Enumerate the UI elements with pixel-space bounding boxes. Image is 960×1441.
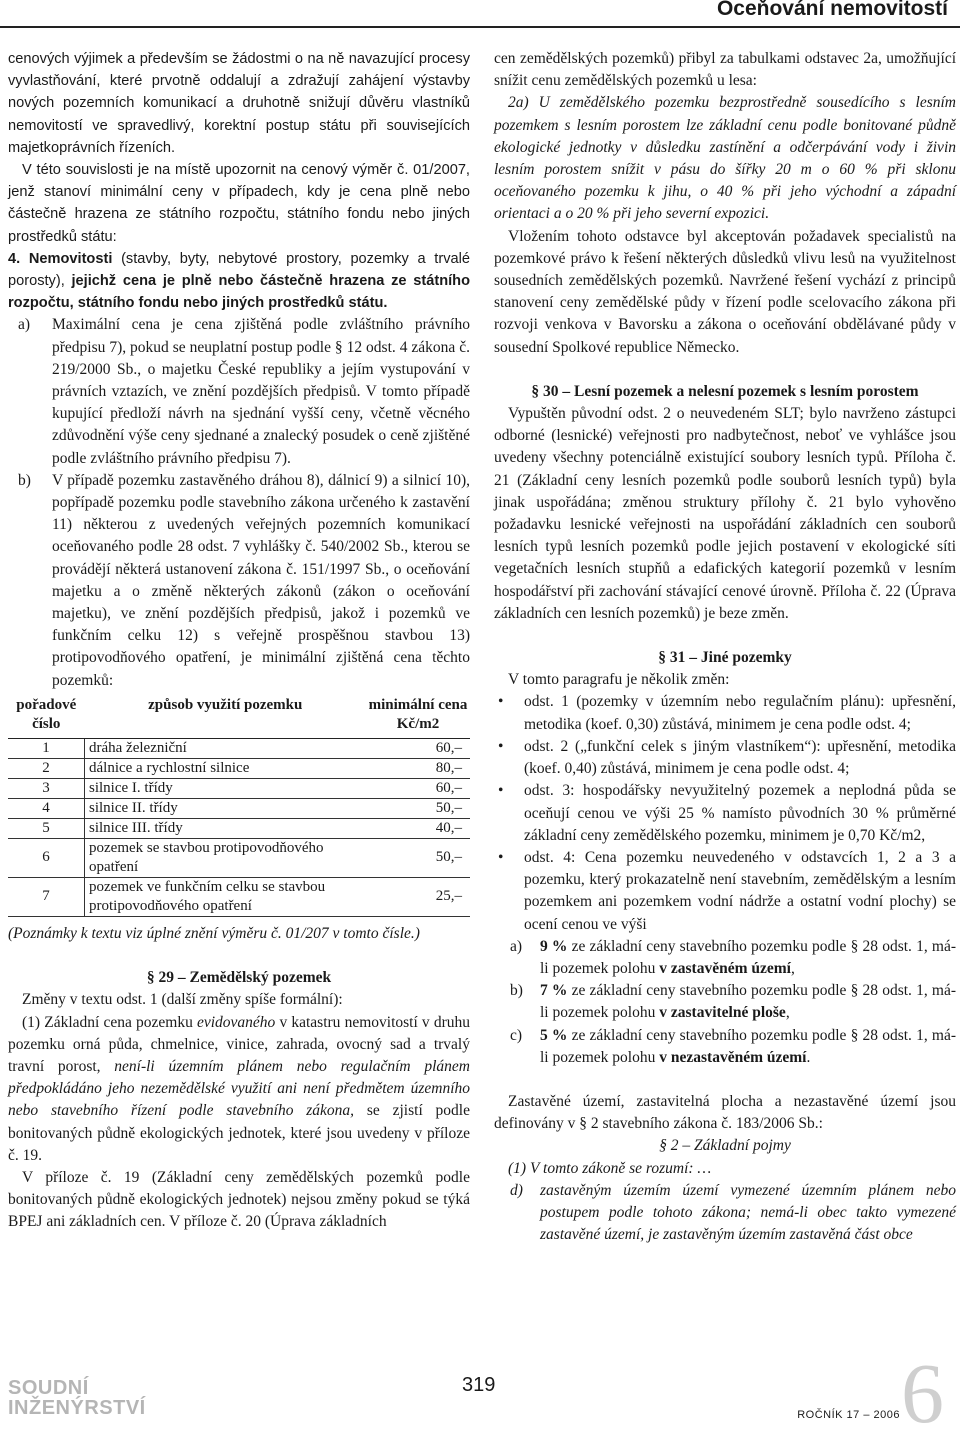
page-footer [0, 1345, 960, 1441]
sub-list-bold: v nezastavěném území [659, 1048, 807, 1066]
row-use: dráha železniční [85, 738, 367, 758]
definition-marker-d: d) [510, 1181, 523, 1199]
page-number: 319 [462, 1374, 496, 1396]
table-body [8, 738, 470, 916]
sub-list-item [494, 1025, 956, 1069]
table-header-use: způsob využití pozemku [85, 694, 367, 739]
row-number: 5 [8, 818, 85, 838]
issue-number: 6 [901, 1345, 944, 1441]
right-column [494, 48, 956, 1246]
table-row [8, 877, 470, 916]
row-use: silnice II. třídy [85, 798, 367, 818]
item-4-text: (stavby, byty, nebytové prostory, pozemky a trvalé porosty), [8, 250, 470, 290]
sub-list-percent: 5 % [540, 1026, 568, 1044]
logo-line-2: INŽENÝRSTVÍ [8, 1397, 146, 1419]
row-number: 1 [8, 738, 85, 758]
row-use: silnice I. třídy [85, 778, 367, 798]
right-paragraph-5: (1) V tomto zákoně se rozumí: … [508, 1159, 712, 1177]
list-item-b [8, 470, 470, 692]
header-rule [0, 26, 960, 28]
issue-label: ROČNÍK 17 – 2006 [797, 1409, 900, 1421]
section-29-text-c: v katastru nemovitostí v druhu pozemku orná půda, chmelnice, vinice, zahrada, ovocný sad a trvalý travní porost, [8, 1013, 470, 1075]
sub-list-percent: 9 % [540, 937, 568, 955]
row-price: 50,– [366, 838, 470, 877]
row-number: 6 [8, 838, 85, 877]
section-29-text-b: evidovaného [196, 1013, 276, 1031]
sub-list-marker: a) [510, 937, 523, 955]
row-number: 4 [8, 798, 85, 818]
definition-text-d: zastavěným územím území vymezené územním plánem nebo postupem podle tohoto zákona; nemá-li obec takto vymezené zastavěné území, je zastavěným územím zastavěná část obce [540, 1181, 956, 1244]
row-use: pozemek ve funkčním celku se stavbou protipovodňového opatření [85, 877, 367, 916]
right-paragraph-2a: 2a) U zemědělského pozemku bezprostředně sousedícího s lesním pozemkem s lesním porostem lze základní cenu podle bonitované půdně ekologické jednotky v důsledku zastínění a odčerpávání vody i živin lesním porostem snížit v pásu do šířky 20 m o 60 % při sklonu oceňovaného pozemku k jihu, o 40 % při jeho východní a západní orientaci a o 20 % při jeho severní expozici. [494, 94, 956, 223]
table-header-price: minimální cena Kč/m2 [366, 694, 470, 739]
item-4-title: Nemovitosti [28, 250, 113, 267]
section-29-heading: § 29 – Zemědělský pozemek [146, 969, 332, 987]
bullet-icon: • [498, 782, 504, 800]
table-row [8, 738, 470, 758]
list-marker-b: b) [18, 471, 31, 489]
definition-item-d [494, 1180, 956, 1247]
section-29-text-d: není-li územním plánem nebo regulačním plánem předpokládáno jeho nezemědělské využití ani není předmětem územního nebo stavebního řízení podle stavebního zákona, [8, 1057, 470, 1120]
sub-list-end: . [806, 1048, 811, 1066]
section-30-heading: § 30 – Lesní pozemek a nelesní pozemek s lesním porostem [531, 382, 919, 400]
bullet-item [494, 780, 956, 847]
row-number: 2 [8, 758, 85, 778]
table-row [8, 758, 470, 778]
sub-list [494, 936, 956, 1069]
sub-list-marker: c) [510, 1026, 523, 1044]
sub-list-end: , [785, 1004, 790, 1022]
table-row [8, 818, 470, 838]
section-29-paragraph-1 [8, 1012, 470, 1167]
bullet-text: odst. 2 („funkční celek s jiným vlastníkem“): upřesnění, metodika (koef. 0,40) zůstává, minimem je cena podle odst. 4; [524, 737, 956, 778]
left-paragraph-1: cenových výjimek a především se žádostmi o na ně navazující procesy vyvlastňování, které prvotně oddalují a zdražují zahájení výstavby nových pozemních komunikací a druhotně snižují důvěru vlastníků nemovitostí ve spravedlivý, korektní postup státu při souvisejících majetkoprávních řízeních. [8, 51, 470, 156]
row-use: pozemek se stavbou protipovodňového opatření [85, 838, 367, 877]
table-header-number: pořadové číslo [8, 694, 85, 739]
table-row [8, 798, 470, 818]
section-29-text-e: se zjistí podle bonitovaných půdně ekologických jednotek, které jsou uvedeny v příloze č. 19. [8, 1102, 470, 1164]
sub-list-bold: v zastavitelné ploše [659, 1004, 786, 1022]
item-4-paragraph [8, 248, 470, 315]
row-number: 7 [8, 877, 85, 916]
right-paragraph-4: Zastavěné území, zastavitelná plocha a nezastavěné území jsou definovány v § 2 stavebního zákona č. 183/2006 Sb.: [494, 1092, 956, 1133]
logo-line-1: SOUDNÍ [8, 1377, 89, 1399]
minimum-price-table [8, 694, 470, 917]
sub-list-text: ze základní ceny stavebního pozemku podle § 28 odst. 1, má-li pozemek polohu [540, 982, 956, 1022]
bullet-text: odst. 4: Cena pozemku neuvedeného v odstavcích 1, 2 a 3 a pozemku, který prokazatelně není stavebním, zemědělským a lesním pozemkem ani pozemkem vodní nádrže a ostatní vodní plochy) se ocení cenou ve výši [524, 848, 956, 933]
bullet-icon: • [498, 693, 504, 711]
page-header [0, 0, 960, 24]
table-header-row [8, 694, 470, 739]
list-text-a: Maximální cena je cena zjištěná podle zvláštního právního předpisu 7), pokud se neuplatní postup podle § 12 odst. 4 zákona č. 219/2000 Sb., o majetku České republiky a jejím vystupování v právních vztazích, ve znění pozdějších předpisů. V tomto případě kupující předloží návrh na sjednání vyšší ceny, včetně věcného zdůvodnění výše ceny sjednané a znalecký posudek o ceně zjištěné podle zvláštního právního předpisu 7). [52, 316, 470, 467]
section-31-intro: V tomto paragrafu je několik změn: [508, 671, 730, 689]
row-number: 3 [8, 778, 85, 798]
row-use: dálnice a rychlostní silnice [85, 758, 367, 778]
sub-list-end: , [790, 959, 795, 977]
bullet-icon: • [498, 848, 504, 866]
list-item-a [8, 314, 470, 469]
row-use: silnice III. třídy [85, 818, 367, 838]
right-paragraph-3: Vložením tohoto odstavce byl akceptován požadavek specialistů na pozemkové právo k řešení některých důsledků vlivu lesů na využitelnost sousedních zemědělských pozemků. Navržené řešení vychází z principů stanovení ceny zemědělské půdy v řízení podle scelovacího zákona při rozvoji venkova v Bavorsku a zákona o oceňování obdělávané půdy v sousední Spolkové republice Německo. [494, 227, 956, 356]
section-30-paragraph: Vypuštěn původní odst. 2 o neuvedeném SLT; bylo navrženo zástupci odborné (lesnické) veřejnosti pro nadbytečnost, neboť ve vyhlášce jsou uvedeny všechny potenciálně existující soubory lesních typů. Příloha č. 21 (Základní ceny lesních pozemků podle souborů lesních typů) byla jinak uspořádána; změnou struktury přílohy č. 21 bylo vyhověno požadavku lesnické veřejnosti na uspořádání základních cen souborů lesních typů lesních pozemků podle jejich postavení v ekologické síti vegetačních lesních stupňů a edafických kategorií pozemků v lesním hospodářství při zachování stávající cenové úrovně. Příloha č. 22 (Úprava základních cen lesních pozemků) je beze změn. [494, 405, 956, 622]
row-price: 60,– [366, 738, 470, 758]
table-row [8, 778, 470, 798]
sub-list-text: ze základní ceny stavebního pozemku podle § 28 odst. 1, má-li pozemek polohu [540, 937, 956, 977]
running-title: Oceňování nemovitostí [716, 0, 948, 20]
item-4-bold-text: jejichž cena je plně nebo částečně hrazena ze státního rozpočtu, státního fondu nebo jiných prostředků státu. [8, 273, 470, 312]
sub-list-percent: 7 % [540, 982, 568, 1000]
journal-logo [8, 1378, 146, 1418]
sub-list-marker: b) [510, 982, 523, 1000]
section-31-heading: § 31 – Jiné pozemky [658, 649, 792, 667]
bullet-icon: • [498, 737, 504, 755]
row-price: 50,– [366, 798, 470, 818]
row-price: 25,– [366, 877, 470, 916]
item-4-number: 4. [8, 250, 21, 267]
sub-list-item [494, 936, 956, 980]
section-2-heading: § 2 – Základní pojmy [659, 1137, 791, 1155]
bullet-list [494, 691, 956, 935]
bullet-text: odst. 3: hospodářsky nevyužitelný pozemek a neplodná půda se oceňují cenou ve výši 25 % namísto původních 30 % průměrné základní ceny zemědělského pozemku, minimem je 0,70 Kč/m2, [524, 782, 956, 844]
row-price: 40,– [366, 818, 470, 838]
section-29-intro: Změny v textu odst. 1 (další změny spíše formální): [22, 991, 343, 1009]
bullet-item [494, 847, 956, 936]
sub-list-text: ze základní ceny stavebního pozemku podle § 28 odst. 1, má-li pozemek polohu [540, 1026, 956, 1066]
left-paragraph-2: V této souvislosti je na místě upozornit na cenový výměr č. 01/2007, jenž stanoví minimální ceny v případech, kdy je cena plně nebo částečně hrazena ze státního rozpočtu, státního fondu nebo jiných prostředků státu: [8, 162, 470, 245]
sub-list-bold: v zastavěném území [659, 959, 791, 977]
table-row [8, 838, 470, 877]
bullet-item [494, 691, 956, 735]
list-text-b: V případě pozemku zastavěného dráhou 8), dálnicí 9) a silnicí 10), popřípadě pozemku podle stavebního zákona určeného k zastavění 11) některou z uvedených veřejných pozemních komunikací oceňovaného podle 28 odst. 7 vyhlášky č. 540/2002 Sb., kterou se provádějí některá ustanovení zákona č. 151/1997 Sb., o oceňování majetku a o změně některých zákonů (zákon o oceňování majetku), ve znění pozdějších předpisů, jakož i pozemků ve funkčním celku 12) s veřejně prospěšnou stavbou 13) protipovodňového opatření, je minimální zjištěná cena těchto pozemků: [52, 471, 470, 689]
bullet-item [494, 736, 956, 780]
bullet-text: odst. 1 (pozemky v územním nebo regulačním plánu): upřesnění, metodika (koef. 0,30) zůstává, minimem je cena podle odst. 4; [524, 693, 956, 733]
left-column [8, 48, 470, 1234]
list-marker-a: a) [18, 316, 31, 334]
section-29-paragraph-2: V příloze č. 19 (Základní ceny zemědělských pozemků podle bonitovaných půdně ekologických jednotek) nejsou změny pokud se týká BPEJ ani základních cen. V příloze č. 20 (Úprava základních [8, 1168, 470, 1231]
table-note: (Poznámky k textu viz úplné znění výměru č. 01/207 v tomto čísle.) [8, 924, 420, 942]
row-price: 80,– [366, 758, 470, 778]
sub-list-item [494, 980, 956, 1024]
row-price: 60,– [366, 778, 470, 798]
section-29-text-a: (1) Základní cena pozemku [22, 1013, 197, 1031]
right-paragraph-1: cen zemědělských pozemků) přibyl za tabulkami odstavec 2a, umožňující snížit cenu zemědělských pozemků u lesa: [494, 50, 956, 90]
